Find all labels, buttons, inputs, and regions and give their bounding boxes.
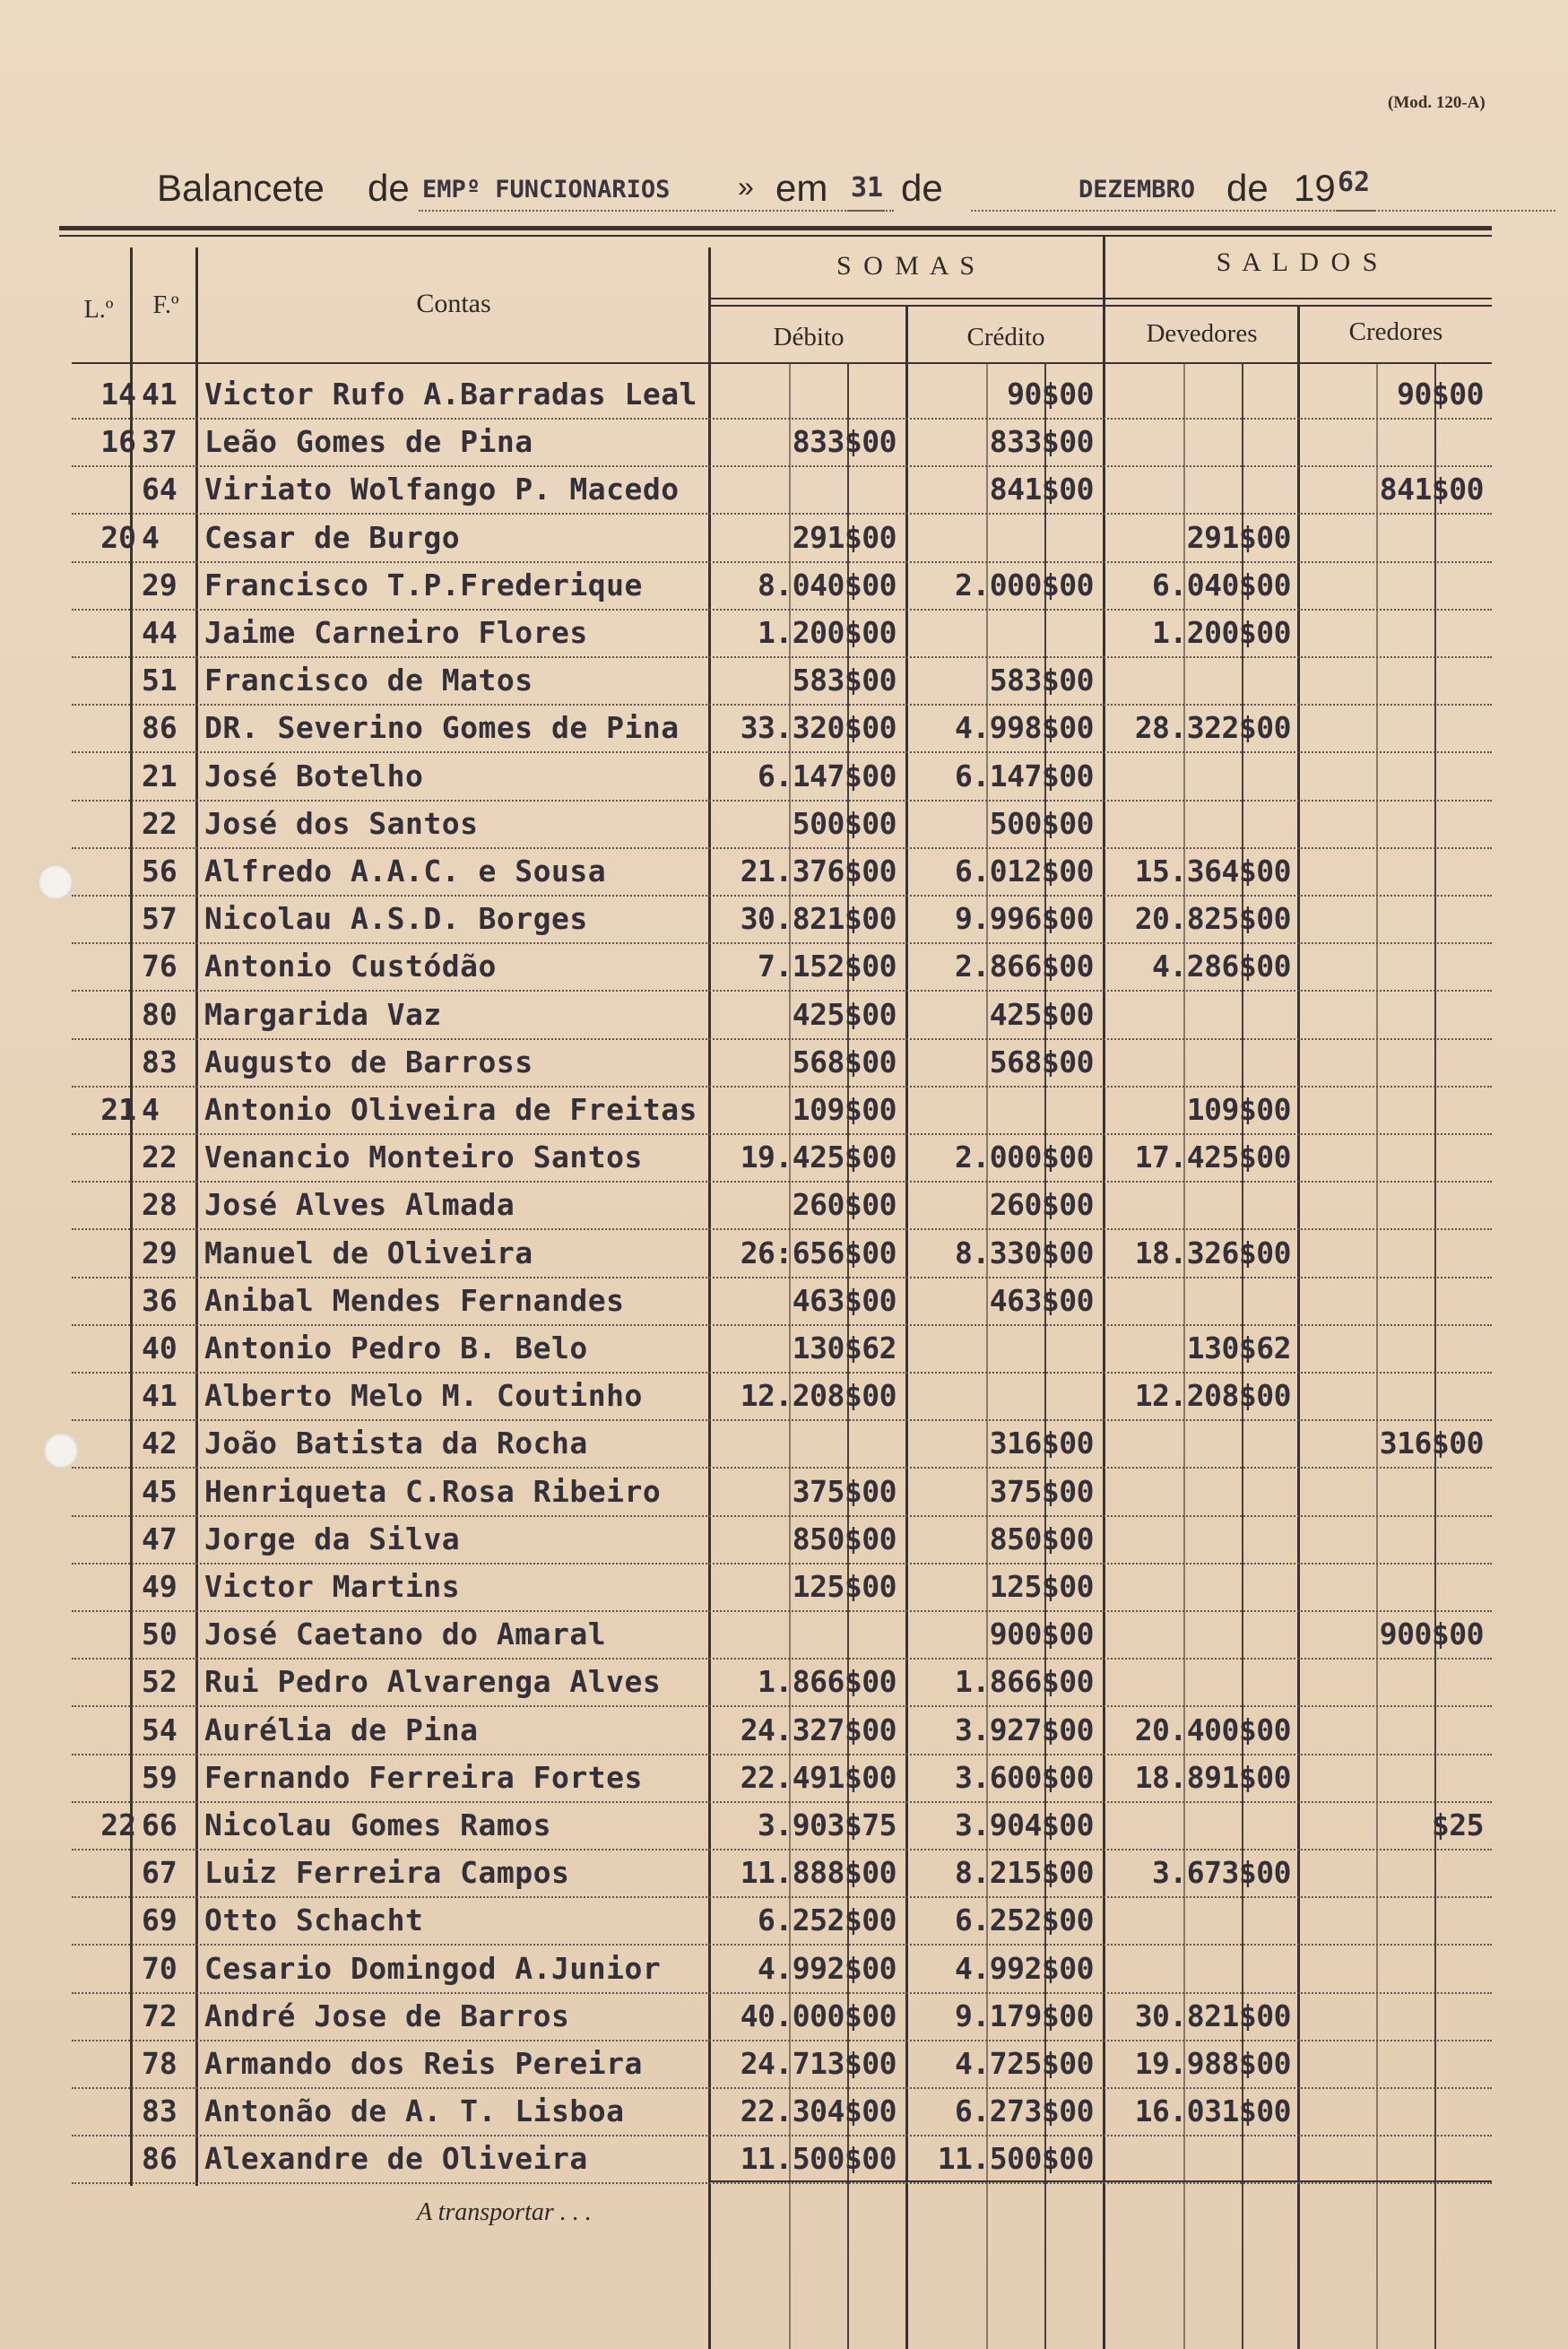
transport-label: A transportar . . . [417, 2198, 592, 2226]
row-debit: 1.200$00 [758, 615, 897, 650]
row-folio-number: 56 [142, 854, 178, 888]
header-rule-thick [59, 226, 1492, 230]
title-de2: de [901, 167, 943, 209]
row-credit: 3.600$00 [955, 1759, 1094, 1795]
row-account-name: Cesar de Burgo [204, 519, 461, 555]
row-credit: 3.927$00 [955, 1712, 1094, 1747]
row-debit: 568$00 [792, 1044, 897, 1079]
row-credit: 833$00 [989, 424, 1094, 460]
row-credit: 4.725$00 [955, 2046, 1094, 2081]
row-debit: 425$00 [792, 996, 897, 1032]
row-credit: 4.998$00 [955, 710, 1094, 746]
row-debit: 3.903$75 [758, 1807, 897, 1842]
row-credit: 9.179$00 [955, 1998, 1094, 2033]
row-account-name: Armando dos Reis Pereira [204, 2046, 643, 2081]
form-code: (Mod. 120-A) [1388, 93, 1486, 112]
ledger-row [72, 1659, 1492, 1707]
title-prefix: Balancete [157, 167, 325, 209]
row-debit: 24.327$00 [740, 1712, 897, 1747]
row-ledger-number: 20 [100, 519, 136, 555]
row-folio-number: 67 [142, 1855, 178, 1891]
ledger-row [72, 515, 1492, 563]
row-credit: 900$00 [989, 1617, 1094, 1652]
day-field [847, 167, 894, 212]
row-account-name: Anibal Mendes Fernandes [204, 1282, 625, 1318]
row-folio-number: 72 [142, 1998, 178, 2033]
row-credit: 8.215$00 [955, 1855, 1094, 1891]
row-account-name: Rui Pedro Alvarenga Alves [204, 1664, 662, 1700]
row-account-name: José dos Santos [204, 805, 479, 841]
row-folio-number: 29 [142, 1235, 178, 1270]
row-account-name: DR. Severino Gomes de Pina [204, 710, 680, 746]
ledger-row [72, 705, 1492, 753]
row-folio-number: 4 [142, 519, 160, 555]
row-debtor-balance: 16.031$00 [1134, 2093, 1291, 2129]
row-credit: 11.500$00 [937, 2141, 1094, 2177]
row-folio-number: 50 [142, 1617, 178, 1652]
row-credit: 8.330$00 [955, 1235, 1094, 1270]
row-credit: 375$00 [989, 1473, 1094, 1509]
row-debtor-balance: 291$00 [1186, 519, 1291, 555]
ledger-row [72, 1420, 1492, 1469]
row-credit: 4.992$00 [955, 1950, 1094, 1986]
row-folio-number: 64 [142, 472, 178, 507]
row-folio-number: 36 [142, 1282, 178, 1318]
account-name: EMPº FUNCIONARIOS [422, 176, 671, 204]
row-account-name: Francisco T.P.Frederique [204, 567, 643, 602]
row-debit: 22.304$00 [740, 2093, 897, 2129]
header-debito: Débito [773, 323, 845, 351]
ledger-row [72, 1039, 1492, 1088]
row-folio-number: 44 [142, 615, 178, 650]
ledger-row [72, 1516, 1492, 1565]
month-value: DEZEMBRO [1079, 176, 1196, 204]
row-debtor-balance: 20.825$00 [1134, 901, 1291, 937]
row-ledger-number: 21 [100, 1092, 136, 1127]
row-debit: 40.000$00 [740, 1998, 897, 2033]
row-account-name: João Batista da Rocha [204, 1426, 588, 1461]
row-folio-number: 86 [142, 2141, 178, 2177]
row-account-name: Antonio Custódão [204, 949, 497, 984]
row-folio-number: 59 [142, 1759, 178, 1795]
row-account-name: Luiz Ferreira Campos [204, 1855, 570, 1891]
row-debtor-balance: 17.425$00 [1134, 1140, 1291, 1175]
row-folio-number: 49 [142, 1569, 178, 1604]
header-lv: L.º [83, 296, 114, 324]
row-debtor-balance: 6.040$00 [1152, 567, 1291, 602]
row-debtor-balance: 18.326$00 [1134, 1235, 1291, 1270]
row-debit: 463$00 [792, 1282, 897, 1318]
row-credit: 2.000$00 [955, 1140, 1094, 1175]
row-folio-number: 83 [142, 2093, 178, 2129]
row-credit: 583$00 [989, 663, 1094, 698]
ledger-row [72, 1993, 1492, 2041]
row-folio-number: 47 [142, 1521, 178, 1556]
year-printed: 19 [1294, 167, 1336, 209]
row-account-name: André Jose de Barros [204, 1998, 570, 2033]
header-rule-thin [59, 235, 1492, 237]
header-saldos: S A L D O S [1216, 247, 1381, 277]
page-title [157, 167, 1412, 221]
header-devedores: Devedores [1146, 319, 1258, 348]
header-contas: Contas [416, 289, 491, 318]
ledger-row [72, 1946, 1492, 1994]
row-credit: 500$00 [989, 805, 1094, 841]
row-ledger-number: 16 [100, 424, 136, 460]
row-debit: 11.888$00 [740, 1855, 897, 1891]
title-de3: de [1226, 167, 1269, 209]
row-debtor-balance: 1.200$00 [1152, 615, 1291, 650]
row-folio-number: 41 [142, 1378, 178, 1414]
row-folio-number: 51 [142, 663, 178, 698]
row-creditor-balance: 841$00 [1379, 472, 1484, 507]
title-de1: de [368, 167, 410, 209]
row-credit: 425$00 [989, 996, 1094, 1032]
row-debit: 291$00 [792, 519, 897, 555]
header-fv: F.º [152, 291, 179, 319]
somas-saldos-rule [711, 298, 1492, 299]
row-ledger-number: 14 [100, 377, 136, 412]
row-debit: 8.040$00 [758, 567, 897, 602]
row-folio-number: 4 [142, 1092, 160, 1127]
punch-hole-top [38, 864, 74, 900]
row-creditor-balance: 90$00 [1397, 377, 1484, 412]
row-debit: 125$00 [792, 1569, 897, 1604]
row-account-name: Margarida Vaz [204, 996, 442, 1032]
row-credit: 125$00 [989, 1569, 1094, 1604]
header-somas: S O M A S [836, 251, 978, 281]
year-field [1336, 167, 1555, 212]
row-credit: 2.866$00 [955, 949, 1094, 984]
row-debit: 33.320$00 [740, 710, 897, 746]
row-credit: 90$00 [1007, 377, 1094, 412]
row-credit: 850$00 [989, 1521, 1094, 1556]
row-dotted-rule [72, 2182, 1492, 2184]
ledger-row [72, 1707, 1492, 1755]
row-account-name: Francisco de Matos [204, 663, 533, 698]
row-credit: 3.904$00 [955, 1807, 1094, 1842]
ledger-row [72, 1469, 1492, 1517]
ledger-row [72, 2136, 1492, 2184]
ledger-row [72, 1850, 1492, 1898]
ledger-row [72, 371, 1492, 420]
row-ledger-number: 22 [100, 1807, 136, 1842]
row-credit: 316$00 [989, 1426, 1094, 1461]
ledger-row [72, 1325, 1492, 1374]
row-credit: 6.012$00 [955, 854, 1094, 888]
row-debit: 6.147$00 [758, 758, 897, 793]
row-credit: 2.000$00 [955, 567, 1094, 602]
row-debtor-balance: 20.400$00 [1134, 1712, 1291, 1747]
row-creditor-balance: 900$00 [1379, 1617, 1484, 1652]
row-credit: 260$00 [989, 1187, 1094, 1223]
ledger-row [72, 1564, 1492, 1612]
row-creditor-balance: $25 [1431, 1807, 1484, 1842]
row-account-name: Alberto Melo M. Coutinho [204, 1378, 643, 1414]
row-account-name: Leão Gomes de Pina [204, 424, 533, 460]
row-folio-number: 28 [142, 1187, 178, 1223]
row-debtor-balance: 109$00 [1186, 1092, 1291, 1127]
punch-hole-bottom [43, 1433, 79, 1469]
ledger-row [72, 610, 1492, 658]
row-credit: 6.252$00 [955, 1903, 1094, 1938]
row-account-name: Alfredo A.A.C. e Sousa [204, 854, 607, 888]
row-account-name: Venancio Monteiro Santos [204, 1140, 643, 1175]
row-debtor-balance: 30.821$00 [1134, 1998, 1291, 2033]
ledger-row [72, 1278, 1492, 1326]
row-folio-number: 21 [142, 758, 178, 793]
row-debit: 21.376$00 [740, 854, 897, 888]
row-account-name: José Alves Almada [204, 1187, 515, 1223]
row-debit: 130$62 [792, 1331, 897, 1365]
row-account-name: Jaime Carneiro Flores [204, 615, 588, 650]
title-em: em [775, 167, 828, 209]
row-credit: 1.866$00 [955, 1664, 1094, 1700]
row-debtor-balance: 12.208$00 [1134, 1378, 1291, 1414]
ledger-row [72, 801, 1492, 849]
row-account-name: Antonio Oliveira de Freitas [204, 1092, 697, 1127]
row-account-name: Cesario Domingod A.Junior [204, 1950, 662, 1986]
row-folio-number: 66 [142, 1807, 178, 1842]
row-debit: 375$00 [792, 1473, 897, 1509]
row-debit: 850$00 [792, 1521, 897, 1556]
row-credit: 9.996$00 [955, 901, 1094, 937]
row-debit: 12.208$00 [740, 1378, 897, 1414]
row-debit: 1.866$00 [758, 1664, 897, 1700]
row-debtor-balance: 19.988$00 [1134, 2046, 1291, 2081]
row-debit: 833$00 [792, 424, 897, 460]
row-account-name: Alexandre de Oliveira [204, 2141, 588, 2177]
row-credit: 568$00 [989, 1044, 1094, 1079]
row-debit: 109$00 [792, 1092, 897, 1127]
row-folio-number: 80 [142, 996, 178, 1032]
row-folio-number: 54 [142, 1712, 178, 1747]
row-folio-number: 70 [142, 1950, 178, 1986]
row-folio-number: 83 [142, 1044, 178, 1079]
row-debtor-balance: 4.286$00 [1152, 949, 1291, 984]
row-creditor-balance: 316$00 [1379, 1426, 1484, 1461]
ledger-row [72, 466, 1492, 515]
row-folio-number: 57 [142, 901, 178, 937]
row-debit: 7.152$00 [758, 949, 897, 984]
row-debit: 4.992$00 [758, 1950, 897, 1986]
row-account-name: Fernando Ferreira Fortes [204, 1759, 643, 1795]
row-account-name: Nicolau A.S.D. Borges [204, 901, 588, 937]
row-account-name: José Botelho [204, 758, 424, 793]
row-account-name: Jorge da Silva [204, 1521, 461, 1556]
ledger-row [72, 562, 1492, 611]
row-credit: 463$00 [989, 1282, 1094, 1318]
somas-saldos-rule-2 [711, 305, 1492, 307]
row-folio-number: 78 [142, 2046, 178, 2081]
ledger-row [72, 992, 1492, 1040]
row-account-name: Henriqueta C.Rosa Ribeiro [204, 1473, 662, 1509]
row-account-name: Augusto de Barross [204, 1044, 533, 1079]
ledger-row [72, 1373, 1492, 1421]
row-debit: 583$00 [792, 663, 897, 698]
row-credit: 841$00 [989, 472, 1094, 507]
ledger-row [72, 2088, 1492, 2137]
row-debit: 30.821$00 [740, 901, 897, 937]
row-folio-number: 45 [142, 1473, 178, 1509]
ledger-row [72, 419, 1492, 467]
ledger-row [72, 2041, 1492, 2089]
row-debit: 22.491$00 [740, 1759, 897, 1795]
row-debtor-balance: 3.673$00 [1152, 1855, 1291, 1891]
row-folio-number: 22 [142, 1140, 178, 1175]
row-account-name: Antonão de A. T. Lisboa [204, 2093, 625, 2129]
header-credores: Credores [1348, 317, 1443, 346]
row-folio-number: 86 [142, 710, 178, 746]
row-debit: 11.500$00 [740, 2141, 897, 2177]
row-folio-number: 41 [142, 377, 178, 412]
row-account-name: José Caetano do Amaral [204, 1617, 607, 1652]
row-debtor-balance: 130$62 [1186, 1331, 1291, 1365]
row-debit: 19.425$00 [740, 1140, 897, 1175]
ledger-row [72, 1230, 1492, 1279]
day-value: 31 [851, 172, 884, 204]
row-account-name: Victor Rufo A.Barradas Leal [204, 377, 697, 412]
row-folio-number: 42 [142, 1426, 178, 1461]
row-credit: 6.147$00 [955, 758, 1094, 793]
title-quote: » [738, 170, 754, 203]
row-debit: 24.713$00 [740, 2046, 897, 2081]
row-folio-number: 69 [142, 1903, 178, 1938]
ledger-row [72, 1087, 1492, 1135]
year-typed: 62 [1338, 167, 1371, 198]
row-debtor-balance: 15.364$00 [1134, 854, 1291, 888]
row-folio-number: 52 [142, 1664, 178, 1700]
ledger-row [72, 848, 1492, 897]
row-debit: 260$00 [792, 1187, 897, 1223]
row-debtor-balance: 28.322$00 [1134, 710, 1291, 746]
ledger-row [72, 1134, 1492, 1183]
row-credit: 6.273$00 [955, 2093, 1094, 2129]
row-folio-number: 76 [142, 949, 178, 984]
row-folio-number: 37 [142, 424, 178, 460]
row-account-name: Otto Schacht [204, 1903, 424, 1938]
row-account-name: Manuel de Oliveira [204, 1235, 533, 1270]
row-debtor-balance: 18.891$00 [1134, 1759, 1291, 1795]
row-debit: 26:656$00 [740, 1235, 897, 1270]
header-bottom-rule [72, 362, 1492, 364]
ledger-row [72, 1897, 1492, 1946]
transport-rule [708, 2180, 1492, 2182]
row-account-name: Antonio Pedro B. Belo [204, 1331, 588, 1365]
ledger-row [72, 1611, 1492, 1660]
row-folio-number: 29 [142, 567, 178, 602]
ledger-row [72, 1755, 1492, 1803]
ledger-row [72, 1182, 1492, 1230]
ledger-row [72, 896, 1492, 944]
row-account-name: Nicolau Gomes Ramos [204, 1807, 551, 1842]
ledger-row [72, 943, 1492, 992]
header-credito: Crédito [966, 323, 1045, 351]
row-account-name: Aurélia de Pina [204, 1712, 479, 1747]
row-debit: 500$00 [792, 805, 897, 841]
row-account-name: Viriato Wolfango P. Macedo [204, 472, 680, 507]
row-debit: 6.252$00 [758, 1903, 897, 1938]
row-account-name: Victor Martins [204, 1569, 461, 1604]
ledger-row [72, 657, 1492, 706]
row-folio-number: 40 [142, 1331, 178, 1365]
ledger-row [72, 1802, 1492, 1851]
row-folio-number: 22 [142, 805, 178, 841]
ledger-row [72, 753, 1492, 802]
